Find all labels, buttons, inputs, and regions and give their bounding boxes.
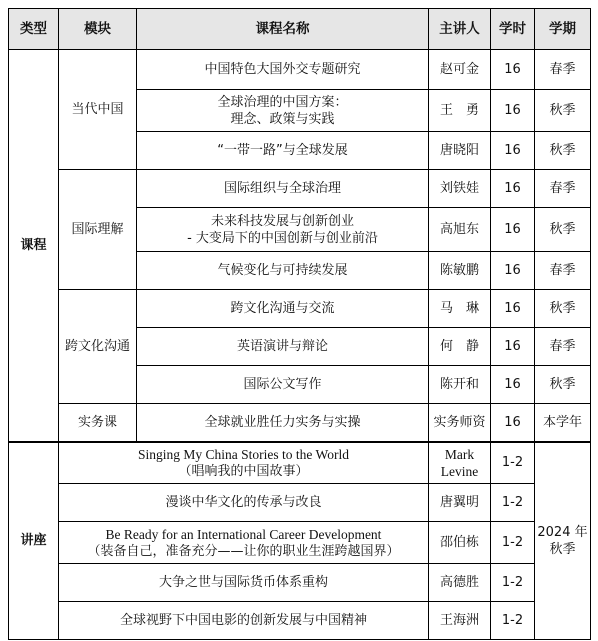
lecture-name xyxy=(59,522,429,564)
course-schedule xyxy=(8,8,591,640)
lecturer: 王 勇 xyxy=(429,90,491,132)
table-row xyxy=(9,170,591,208)
course-name xyxy=(137,252,429,290)
hours: 16 xyxy=(491,404,535,442)
header-lecturer: 主讲人 xyxy=(429,9,491,50)
course-name-line: 国际公文写作 xyxy=(243,377,322,392)
lecture-name-line: 全球视野下中国电影的创新发展与中国精神 xyxy=(119,613,367,628)
table-row xyxy=(9,522,591,564)
course-name-line: 理念、政策与实践 xyxy=(230,111,335,127)
module-name: 当代中国 xyxy=(59,50,137,170)
module-name: 跨文化沟通 xyxy=(59,290,137,404)
lecturer: 陈开和 xyxy=(429,366,491,404)
lecturer: 赵可金 xyxy=(429,50,491,90)
course-name xyxy=(137,90,429,132)
lecturer-line: 高德胜 xyxy=(439,575,479,590)
lecturer: 陈敏鹏 xyxy=(429,252,491,290)
lecture-name-line: 漫谈中华文化的传承与改良 xyxy=(165,495,322,510)
course-name-line: 中国特色大国外交专题研究 xyxy=(204,62,361,77)
header-term: 学期 xyxy=(535,9,591,50)
lecturer xyxy=(429,484,491,522)
term: 秋季 xyxy=(535,132,591,170)
hours: 1-2 xyxy=(491,602,535,640)
course-name xyxy=(137,208,429,252)
course-name-line: “一带一路”与全球发展 xyxy=(217,143,348,158)
lecturer xyxy=(429,602,491,640)
course-name xyxy=(137,132,429,170)
lecturer xyxy=(429,564,491,602)
course-name-line: 未来科技发展与创新创业 xyxy=(210,213,354,229)
table-row xyxy=(9,290,591,328)
course-name xyxy=(137,404,429,442)
lecture-name-line: Singing My China Stories to the World xyxy=(138,446,349,462)
term: 秋季 xyxy=(535,290,591,328)
term: 秋季 xyxy=(535,366,591,404)
lecture-name-line: （装备自己，准备充分——让你的职业生涯跨越国界） xyxy=(87,543,400,559)
lecturer: 刘铁娃 xyxy=(429,170,491,208)
lecture-name xyxy=(59,564,429,602)
hours: 16 xyxy=(491,290,535,328)
lecturer: 何 静 xyxy=(429,328,491,366)
lecturer: 实务师资 xyxy=(429,404,491,442)
course-name-line: 气候变化与可持续发展 xyxy=(217,263,348,278)
hours: 16 xyxy=(491,252,535,290)
lecturer-line: 王海洲 xyxy=(439,613,479,628)
hours: 1-2 xyxy=(491,442,535,484)
table-row xyxy=(9,602,591,640)
hours: 16 xyxy=(491,208,535,252)
header-module: 模块 xyxy=(59,9,137,50)
hours: 1-2 xyxy=(491,484,535,522)
course-name-line: 英语演讲与辩论 xyxy=(236,339,328,354)
term: 春季 xyxy=(535,328,591,366)
lecturer: 高旭东 xyxy=(429,208,491,252)
course-name-line: 全球治理的中国方案： xyxy=(217,94,348,110)
lecture-term xyxy=(535,442,591,640)
term: 本学年 xyxy=(535,404,591,442)
header-row xyxy=(9,9,591,50)
term: 秋季 xyxy=(535,90,591,132)
header-type: 类型 xyxy=(9,9,59,50)
header-hours: 学时 xyxy=(491,9,535,50)
type-courses: 课程 xyxy=(9,50,59,442)
module-name: 实务课 xyxy=(59,404,137,442)
course-name-line: 跨文化沟通与交流 xyxy=(230,301,335,316)
hours: 16 xyxy=(491,50,535,90)
lecturer-line: 邵伯栋 xyxy=(439,535,479,550)
lecturer xyxy=(429,522,491,564)
lecture-term-line: 秋季 xyxy=(549,541,576,557)
lecturer-line: Levine xyxy=(440,463,479,479)
lecturer-line: Mark xyxy=(444,446,475,462)
lecture-name xyxy=(59,442,429,484)
table-row xyxy=(9,50,591,90)
lecture-name xyxy=(59,484,429,522)
lecturer: 唐晓阳 xyxy=(429,132,491,170)
hours: 16 xyxy=(491,90,535,132)
term: 春季 xyxy=(535,252,591,290)
table-body xyxy=(9,50,591,640)
hours: 16 xyxy=(491,132,535,170)
table-row xyxy=(9,442,591,484)
lecture-name xyxy=(59,602,429,640)
table-row xyxy=(9,404,591,442)
lecture-name-line: 大争之世与国际货币体系重构 xyxy=(158,575,328,590)
hours: 1-2 xyxy=(491,564,535,602)
term: 秋季 xyxy=(535,208,591,252)
term: 春季 xyxy=(535,50,591,90)
lecturer: 马 琳 xyxy=(429,290,491,328)
lecture-term-line: 2024 年 xyxy=(537,524,588,540)
hours: 16 xyxy=(491,328,535,366)
header-course-name: 课程名称 xyxy=(137,9,429,50)
course-name xyxy=(137,170,429,208)
table-row xyxy=(9,484,591,522)
course-name-line: 全球就业胜任力实务与实操 xyxy=(204,414,361,430)
type-lectures: 讲座 xyxy=(9,442,59,640)
course-name xyxy=(137,50,429,90)
course-name-line: 国际组织与全球治理 xyxy=(223,181,341,196)
lecturer-line: 唐翼明 xyxy=(439,495,479,510)
module-name: 国际理解 xyxy=(59,170,137,290)
course-name xyxy=(137,328,429,366)
course-name-line: - 大变局下的中国创新与创业前沿 xyxy=(187,230,378,246)
table-row xyxy=(9,564,591,602)
term: 春季 xyxy=(535,170,591,208)
lecture-name-line: Be Ready for an International Career Development xyxy=(105,526,382,542)
hours: 16 xyxy=(491,366,535,404)
course-table xyxy=(8,8,591,640)
hours: 1-2 xyxy=(491,522,535,564)
lecture-name-line: （唱响我的中国故事） xyxy=(178,463,309,479)
hours: 16 xyxy=(491,170,535,208)
course-name xyxy=(137,366,429,404)
course-name xyxy=(137,290,429,328)
lecturer xyxy=(429,442,491,484)
